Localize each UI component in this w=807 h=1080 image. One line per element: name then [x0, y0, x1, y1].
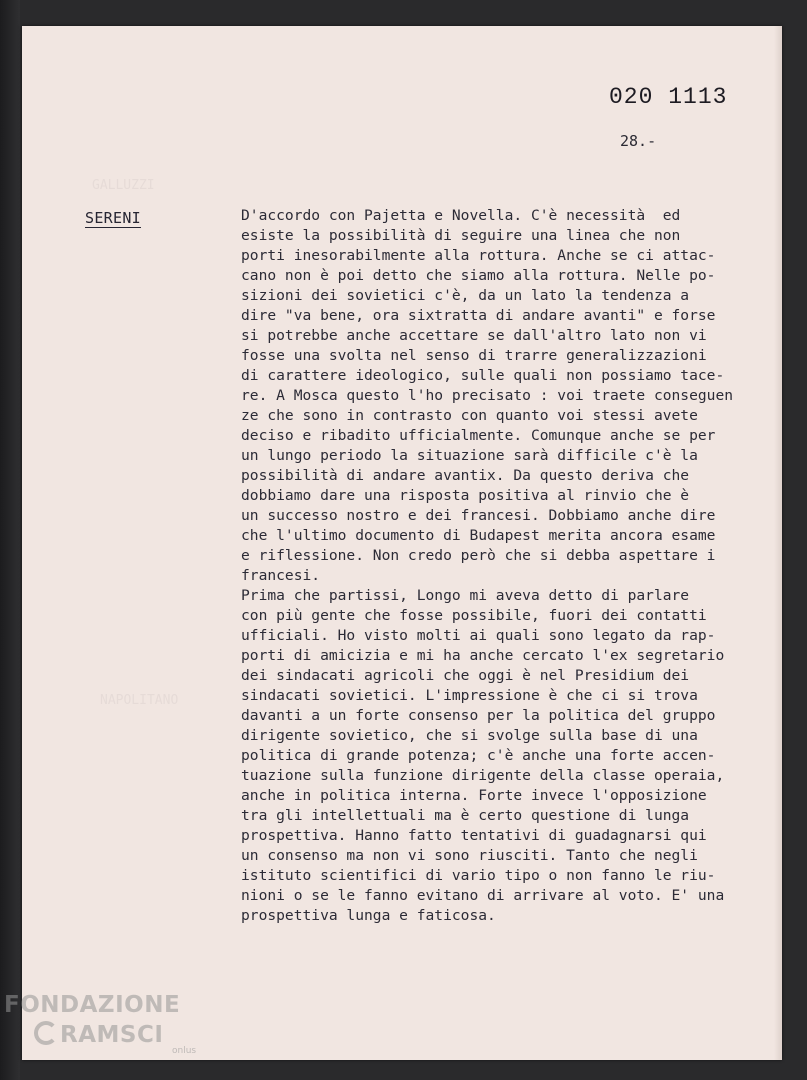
text-line: che l'ultimo documento di Budapest merita ancora esame	[241, 527, 716, 544]
text-line: davanti a un forte consenso per la politica del gruppo	[241, 707, 716, 724]
watermark-line-2: RAMSCI	[60, 1022, 164, 1048]
text-line: tuazione sulla funzione dirigente della classe operaia,	[241, 767, 725, 784]
speaker-name: SERENI	[85, 209, 141, 227]
text-line: un successo nostro e dei francesi. Dobbiamo anche dire	[241, 507, 716, 524]
gramsci-g-logo-icon	[34, 1021, 58, 1045]
speech-text	[241, 206, 781, 926]
bleed-through-text: NAPOLITANO	[100, 693, 179, 708]
text-line: e riflessione. Non credo però che si debba aspettare i	[241, 547, 716, 564]
text-line: ufficiali. Ho visto molti ai quali sono legato da rap-	[241, 627, 716, 644]
watermark-line-1: FONDAZIONE	[4, 992, 181, 1018]
watermark-onlus: onlus	[172, 1046, 197, 1056]
text-line: anche in politica interna. Forte invece l'opposizione	[241, 787, 707, 804]
text-line: politica di grande potenza; c'è anche una forte accen-	[241, 747, 716, 764]
text-line: porti inesorabilmente alla rottura. Anche se ci attac-	[241, 247, 716, 264]
text-line: un consenso ma non vi sono riusciti. Tanto che negli	[241, 847, 698, 864]
text-line: di carattere ideologico, sulle quali non possiamo tace-	[241, 367, 725, 384]
text-line: nioni o se le fanno evitano di arrivare al voto. E' una	[241, 887, 725, 904]
archive-number: 020 1113	[609, 84, 728, 110]
text-line: D'accordo con Pajetta e Novella. C'è necessità ed	[241, 207, 681, 224]
text-line: cano non è poi detto che siamo alla rottura. Nelle po-	[241, 267, 716, 284]
text-line: dire "va bene, ora sixtratta di andare avanti" e forse	[241, 307, 716, 324]
text-line: un lungo periodo la situazione sarà difficile c'è la	[241, 447, 698, 464]
text-line: prospettiva lunga e faticosa.	[241, 907, 496, 924]
page-number: 28.-	[620, 132, 657, 150]
fondazione-gramsci-watermark	[4, 990, 196, 1056]
bleed-through-text: GALLUZZI	[92, 178, 155, 193]
text-line: si potrebbe anche accettare se dall'altro lato non vi	[241, 327, 707, 344]
text-line: sizioni dei sovietici c'è, da un lato la tendenza a	[241, 287, 690, 304]
text-line: dirigente sovietico, che si svolge sulla base di una	[241, 727, 698, 744]
text-line: istituto scientifici di vario tipo o non fanno le riu-	[241, 867, 716, 884]
text-line: fosse una svolta nel senso di trarre generalizzazioni	[241, 347, 707, 364]
text-line: con più gente che fosse possibile, fuori dei contatti	[241, 607, 707, 624]
text-line: ze che sono in contrasto con quanto voi stessi avete	[241, 407, 698, 424]
text-line: esiste la possibilità di seguire una linea che non	[241, 227, 681, 244]
scanner-left-border	[0, 0, 20, 1080]
text-line: deciso e ribadito ufficialmente. Comunque anche se per	[241, 427, 716, 444]
text-line: possibilità di andare avantix. Da questo deriva che	[241, 467, 690, 484]
text-line: sindacati sovietici. L'impressione è che ci si trova	[241, 687, 698, 704]
text-line: tra gli intellettuali ma è certo questione di lunga	[241, 807, 690, 824]
text-line: dobbiamo dare una risposta positiva al rinvio che è	[241, 487, 690, 504]
text-line: re. A Mosca questo l'ho precisato : voi traete conseguen	[241, 387, 734, 404]
text-line: prospettiva. Hanno fatto tentativi di guadagnarsi qui	[241, 827, 707, 844]
document-page	[22, 26, 782, 1060]
text-line: dei sindacati agricoli che oggi è nel Presidium dei	[241, 667, 690, 684]
text-line: porti di amicizia e mi ha anche cercato l'ex segretario	[241, 647, 725, 664]
text-line: francesi.	[241, 567, 321, 584]
text-line: Prima che partissi, Longo mi aveva detto di parlare	[241, 587, 690, 604]
